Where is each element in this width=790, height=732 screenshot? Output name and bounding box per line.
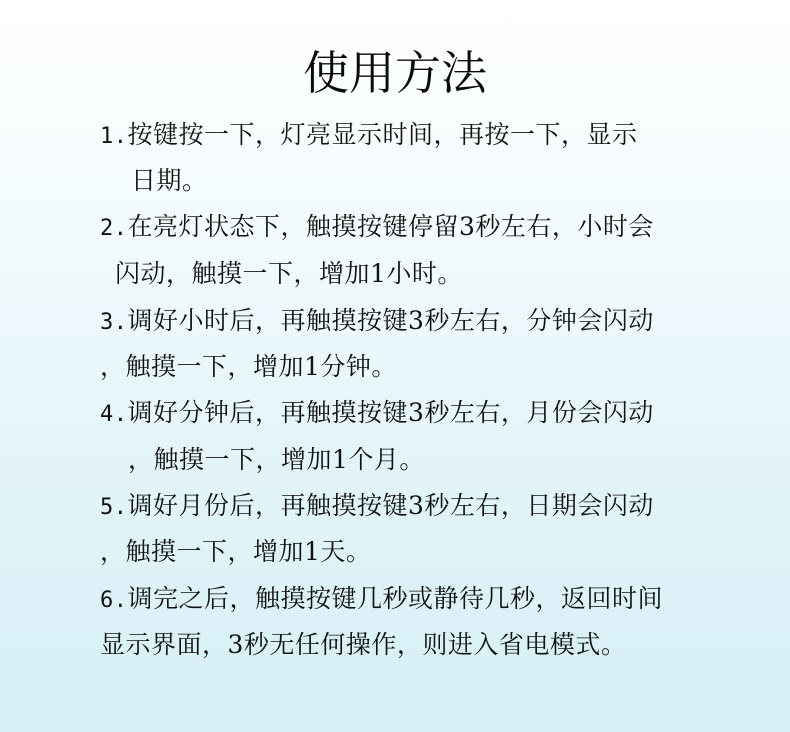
instruction-continuation: ，触摸一下，增加1分钟。 xyxy=(100,352,397,381)
instruction-continuation: ，触摸一下，增加1天。 xyxy=(100,537,372,566)
instruction-number: 1. xyxy=(100,124,128,149)
instruction-number: 6. xyxy=(100,588,128,613)
instruction-line xyxy=(100,396,654,432)
instruction-line xyxy=(100,582,663,618)
instruction-number: 2. xyxy=(100,216,128,241)
instruction-number: 5. xyxy=(100,495,128,520)
instruction-number: 4. xyxy=(100,402,128,427)
instruction-number: 3. xyxy=(100,310,128,335)
instruction-text: 调完之后，触摸按键几秒或静待几秒，返回时间 xyxy=(127,584,664,613)
instruction-text: 按键按一下，灯亮显示时间，再按一下，显示 xyxy=(127,120,638,149)
instruction-continuation: ，触摸一下，增加1个月。 xyxy=(128,445,425,474)
instruction-line xyxy=(100,489,654,525)
instruction-text: 调好分钟后，再触摸按键3秒左右，月份会闪动 xyxy=(127,398,654,427)
instruction-continuation: 日期。 xyxy=(131,166,208,195)
instruction-line xyxy=(100,118,638,154)
instruction-continuation: 闪动，触摸一下，增加1小时。 xyxy=(115,259,463,288)
instruction-line xyxy=(100,304,654,340)
page-title: 使用方法 xyxy=(303,46,487,100)
instruction-line xyxy=(100,210,654,246)
instruction-continuation: 显示界面，3秒无任何操作，则进入省电模式。 xyxy=(100,630,627,659)
instruction-text: 调好小时后，再触摸按键3秒左右，分钟会闪动 xyxy=(127,306,654,335)
instruction-text: 在亮灯状态下，触摸按键停留3秒左右，小时会 xyxy=(127,212,654,241)
instruction-text: 调好月份后，再触摸按键3秒左右，日期会闪动 xyxy=(127,491,654,520)
